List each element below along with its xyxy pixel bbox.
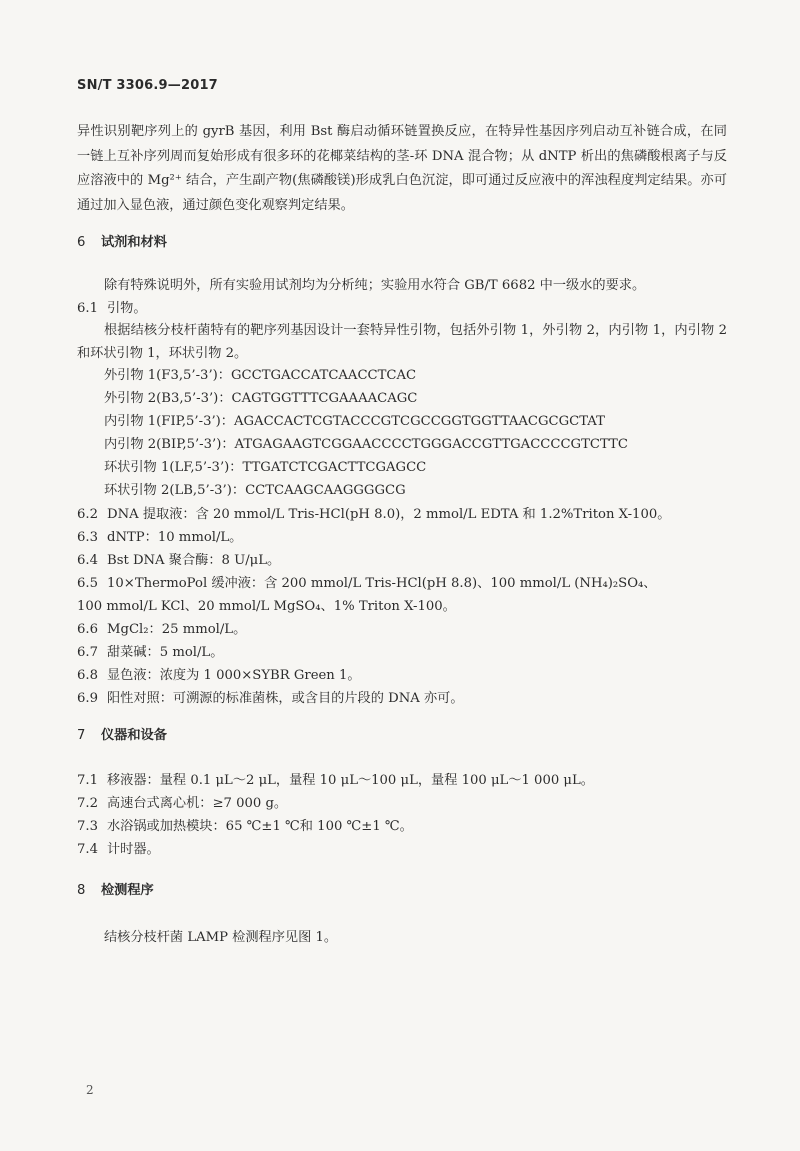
section-8-heading [77,879,154,898]
item-6-8 [77,664,361,683]
item-number: 6.6 [77,622,98,637]
item-6-5-continued [77,595,456,614]
item-text: 阳性对照：可溯源的标准菌株，或含目的片段的 DNA 亦可。 [107,691,464,706]
section-6-title: 试剂和材料 [101,235,167,250]
section-8-number: 8 [77,883,86,898]
item-number: 6.5 [77,576,98,591]
item-text: 水浴锅或加热模块：65 ℃±1 ℃和 100 ℃±1 ℃。 [107,819,413,834]
item-number: 6.7 [77,645,98,660]
item-6-5 [77,572,657,591]
item-number: 6.9 [77,691,98,706]
document-id: SN/T 3306.9—2017 [77,78,218,93]
item-text: 高速台式离心机：≥7 000 g。 [107,796,288,811]
section-8-title: 检测程序 [101,883,154,898]
item-6-1-description: 根据结核分枝杆菌特有的靶序列基因设计一套特异性引物，包括外引物 1，外引物 2，内引物 1，内引物 2 和环状引物 1，环状引物 2。 [77,323,727,361]
item-text: DNA 提取液：含 20 mmol/L Tris-HCl(pH 8.0)，2 mmol/L EDTA 和 1.2%Triton X-100。 [107,507,671,522]
item-7-2 [77,792,287,811]
item-number: 6.3 [77,530,98,545]
item-number: 6.4 [77,553,98,568]
section-7-title: 仪器和设备 [101,728,167,743]
item-6-7 [77,641,223,660]
section-6-intro: 除有特殊说明外，所有实验用试剂均为分析纯；实验用水符合 GB/T 6682 中一级水的要求。 [104,278,646,293]
section-7-heading [77,724,167,743]
item-text: 计时器。 [107,842,160,857]
item-6-2 [77,503,670,522]
item-text: Bst DNA 聚合酶：8 U/μL。 [107,553,281,568]
item-text: 10×ThermoPol 缓冲液：含 200 mmol/L Tris-HCl(pH 8.8)、100 mmol/L (NH₄)₂SO₄、 [107,576,657,591]
item-number: 7.3 [77,819,98,834]
item-text: 显色液：浓度为 1 000×SYBR Green 1。 [107,668,361,683]
item-7-4 [77,838,160,857]
item-7-3 [77,815,413,834]
item-6-4 [77,549,280,568]
item-text: 移液器：量程 0.1 μL～2 μL，量程 10 μL～100 μL，量程 100 μL～1 000 μL。 [107,773,594,788]
item-text: MgCl₂：25 mmol/L。 [107,622,247,637]
item-6-3 [77,526,242,545]
item-6-6 [77,618,246,637]
item-6-1-number: 6.1 [77,301,98,316]
section-6-number: 6 [77,235,86,250]
primer-f3: 外引物 1(F3,5’-3’)：GCCTGACCATCAACCTCAC [104,368,417,383]
item-7-1 [77,769,594,788]
item-6-1-text: 引物。 [107,301,147,316]
primer-lb: 环状引物 2(LB,5’-3’)：CCTCAAGCAAGGGGCG [104,483,406,498]
primer-fip: 内引物 1(FIP,5’-3’)：AGACCACTCGTACCCGTCGCCGGTGGTTAACGCGCTAT [104,414,605,429]
item-number: 6.2 [77,507,98,522]
primer-lf: 环状引物 1(LF,5’-3’)：TTGATCTCGACTTCGAGCC [104,460,427,475]
page-number: 2 [86,1083,94,1097]
section-8-text: 结核分枝杆菌 LAMP 检测程序见图 1。 [104,930,338,945]
item-number: 7.4 [77,842,98,857]
item-6-9 [77,687,464,706]
item-text: dNTP：10 mmol/L。 [107,530,243,545]
item-6-1 [77,297,147,316]
primer-b3: 外引物 2(B3,5’-3’)：CAGTGGTTTCGAAAACAGC [104,391,418,406]
primer-bip: 内引物 2(BIP,5’-3’)：ATGAGAAGTCGGAACCCCTGGGACCGTTGACCCCGTCTTC [104,437,628,452]
intro-paragraph: 异性识别靶序列上的 gyrB 基因，利用 Bst 酶启动循环链置换反应，在特异性基因序列启动互补链合成，在同一链上互补序列周而复始形成有很多环的花椰菜结构的茎-环 DNA 混合物；从 dNTP 析出的焦磷酸根离子与反应溶液中的 Mg²⁺ 结合，产生副产物(焦磷酸镁)形成乳白色沉淀，即可通过反应液中的浑浊程度判定结果。亦可通过加入显色液，通过颜色变化观察判定结果。 [77,124,727,213]
item-number: 7.1 [77,773,98,788]
section-7-number: 7 [77,728,86,743]
item-number: 6.8 [77,668,98,683]
section-6-heading [77,231,167,250]
item-text: 甜菜碱：5 mol/L。 [107,645,224,660]
item-text: 100 mmol/L KCl、20 mmol/L MgSO₄、1% Triton X-100。 [77,599,456,614]
item-number: 7.2 [77,796,98,811]
